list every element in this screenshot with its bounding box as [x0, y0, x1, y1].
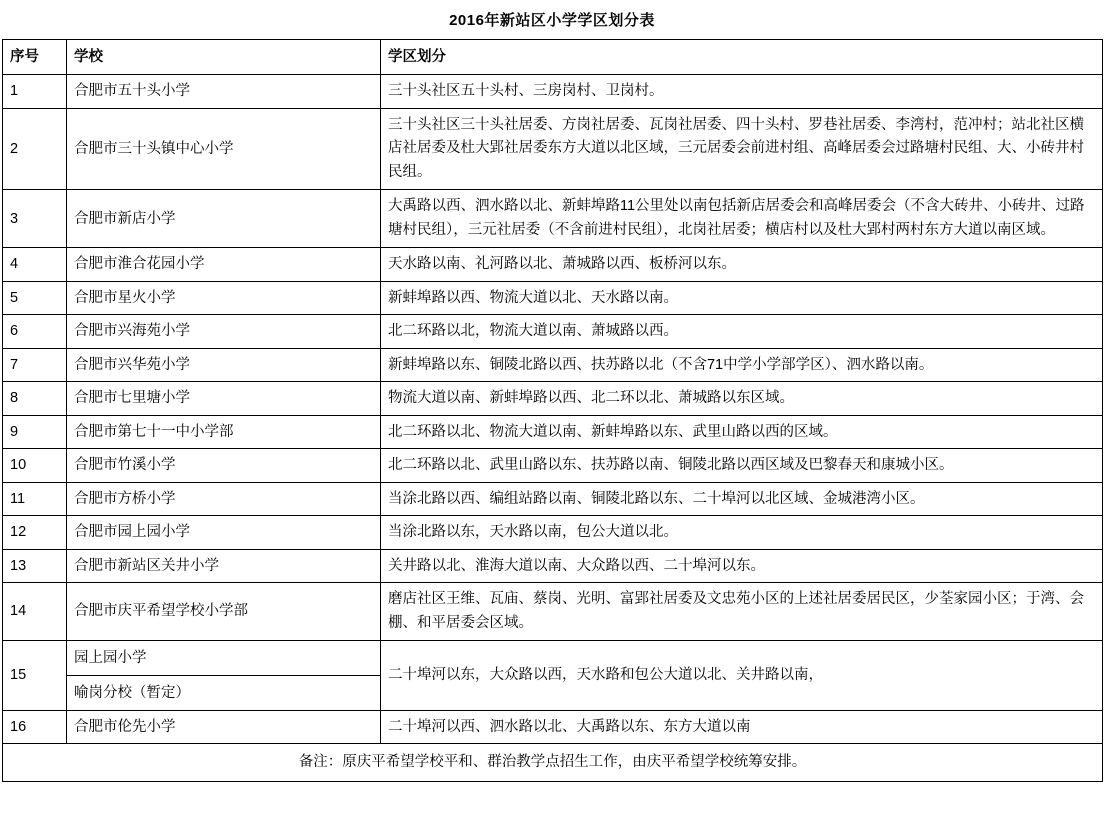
- cell-school: 合肥市园上园小学: [67, 516, 381, 549]
- cell-zone: 北二环路以北，物流大道以南、萧城路以西。: [381, 315, 1103, 348]
- cell-index: 12: [3, 516, 67, 549]
- cell-index: 15: [3, 641, 67, 711]
- column-header-index: 序号: [3, 40, 67, 75]
- cell-zone: 当涂北路以东，天水路以南，包公大道以北。: [381, 516, 1103, 549]
- table-body: [3, 75, 1103, 781]
- cell-index: 5: [3, 281, 67, 314]
- table-header: [3, 40, 1103, 75]
- cell-index: 9: [3, 415, 67, 448]
- cell-zone: 北二环路以北、物流大道以南、新蚌埠路以东、武里山路以西的区域。: [381, 415, 1103, 448]
- cell-zone: 大禹路以西、泗水路以北、新蚌埠路11公里处以南包括新店居委会和高峰居委会（不含大砖井、小砖井、过路塘村民组），三元社居委（不含前进村民组），北岗社居委；横店村以及杜大郢村两村东方大道以南区域。: [381, 190, 1103, 248]
- table-row: [3, 482, 1103, 515]
- cell-school: 合肥市兴海苑小学: [67, 315, 381, 348]
- table-row: [3, 108, 1103, 189]
- cell-school: 合肥市方桥小学: [67, 482, 381, 515]
- cell-zone: 二十埠河以东，大众路以西，天水路和包公大道以北、关井路以南，: [381, 641, 1103, 711]
- cell-index: 10: [3, 449, 67, 482]
- cell-index: 1: [3, 75, 67, 108]
- cell-zone: 新蚌埠路以西、物流大道以北、天水路以南。: [381, 281, 1103, 314]
- cell-school: 合肥市竹溪小学: [67, 449, 381, 482]
- table-row: [3, 583, 1103, 641]
- cell-zone: 天水路以南、礼河路以北、萧城路以西、板桥河以东。: [381, 248, 1103, 281]
- cell-zone: 三十头社区五十头村、三房岗村、卫岗村。: [381, 75, 1103, 108]
- cell-school: 合肥市新站区关井小学: [67, 549, 381, 582]
- table-row: [3, 281, 1103, 314]
- cell-school: 合肥市五十头小学: [67, 75, 381, 108]
- table-row: [3, 711, 1103, 744]
- table-note: 备注：原庆平希望学校平和、群治教学点招生工作，由庆平希望学校统筹安排。: [3, 744, 1103, 781]
- table-row: [3, 415, 1103, 448]
- cell-school: 合肥市伦先小学: [67, 711, 381, 744]
- cell-school: 合肥市星火小学: [67, 281, 381, 314]
- cell-index: 7: [3, 348, 67, 381]
- cell-index: 6: [3, 315, 67, 348]
- cell-index: 13: [3, 549, 67, 582]
- cell-zone: 新蚌埠路以东、铜陵北路以西、扶苏路以北（不含71中学小学部学区）、泗水路以南。: [381, 348, 1103, 381]
- cell-index: 2: [3, 108, 67, 189]
- table-row: [3, 516, 1103, 549]
- cell-school-line2: 喻岗分校（暂定）: [67, 676, 381, 711]
- table-note-row: [3, 744, 1103, 781]
- table-row: [3, 348, 1103, 381]
- table-row: [3, 75, 1103, 108]
- cell-zone: 二十埠河以西、泗水路以北、大禹路以东、东方大道以南: [381, 711, 1103, 744]
- cell-school: 合肥市第七十一中小学部: [67, 415, 381, 448]
- column-header-school: 学校: [67, 40, 381, 75]
- cell-index: 8: [3, 382, 67, 415]
- cell-zone: 磨店社区王维、瓦庙、蔡岗、光明、富郢社居委及文忠苑小区的上述社居委居民区，少荃家园小区；于湾、会棚、和平居委会区域。: [381, 583, 1103, 641]
- cell-school: 合肥市庆平希望学校小学部: [67, 583, 381, 641]
- table-row: [3, 382, 1103, 415]
- cell-school: 合肥市淮合花园小学: [67, 248, 381, 281]
- table-row: [3, 248, 1103, 281]
- cell-zone: 北二环路以北、武里山路以东、扶苏路以南、铜陵北路以西区域及巴黎春天和康城小区。: [381, 449, 1103, 482]
- cell-index: 3: [3, 190, 67, 248]
- school-zone-table: [2, 39, 1103, 782]
- cell-school: 合肥市三十头镇中心小学: [67, 108, 381, 189]
- table-row: [3, 190, 1103, 248]
- cell-school-line1: 园上园小学: [67, 641, 381, 676]
- cell-school: 合肥市新店小学: [67, 190, 381, 248]
- cell-school: 合肥市兴华苑小学: [67, 348, 381, 381]
- table-row: [3, 549, 1103, 582]
- cell-index: 11: [3, 482, 67, 515]
- table-row: [3, 449, 1103, 482]
- page-title: 2016年新站区小学学区划分表: [449, 12, 655, 29]
- cell-zone: 物流大道以南、新蚌埠路以西、北二环以北、萧城路以东区域。: [381, 382, 1103, 415]
- cell-zone: 三十头社区三十头社居委、方岗社居委、瓦岗社居委、四十头村、罗巷社居委、李湾村，范冲村；站北社区横店社居委及杜大郢社居委东方大道以北区域，三元居委会前进村组、高峰居委会过路塘村民组、大、小砖井村民组。: [381, 108, 1103, 189]
- column-header-zone: 学区划分: [381, 40, 1103, 75]
- table-row: [3, 315, 1103, 348]
- cell-index: 14: [3, 583, 67, 641]
- cell-zone: 关井路以北、淮海大道以南、大众路以西、二十埠河以东。: [381, 549, 1103, 582]
- table-header-row: [3, 40, 1103, 75]
- cell-index: 16: [3, 711, 67, 744]
- cell-school: 合肥市七里塘小学: [67, 382, 381, 415]
- cell-zone: 当涂北路以西、编组站路以南、铜陵北路以东、二十埠河以北区域、金城港湾小区。: [381, 482, 1103, 515]
- cell-index: 4: [3, 248, 67, 281]
- table-row: [3, 641, 1103, 676]
